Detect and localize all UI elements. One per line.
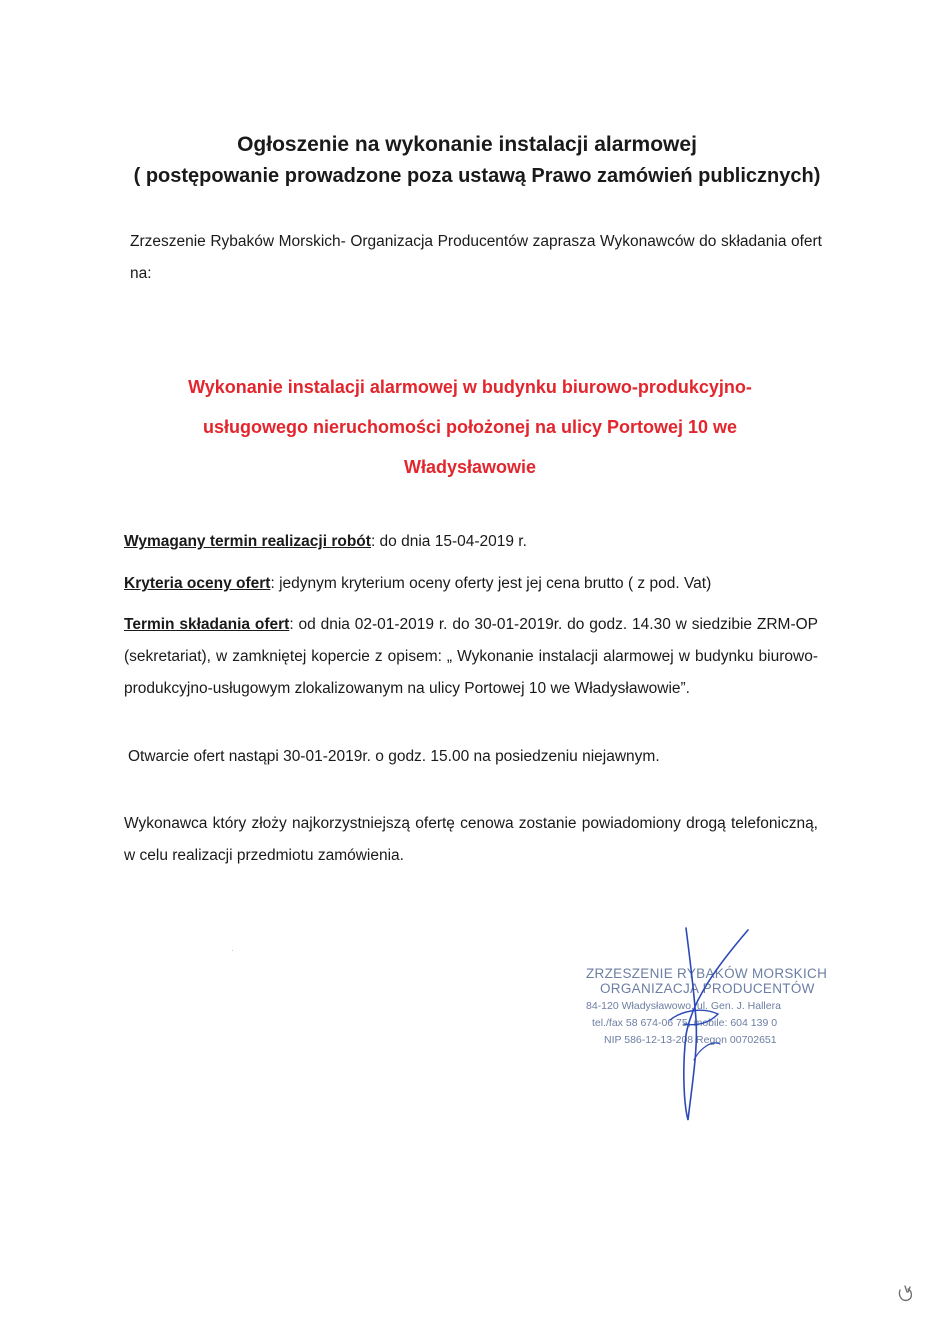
document-title: Ogłoszenie na wykonanie instalacji alarmowej: [237, 133, 697, 156]
requirement-criteria: [124, 568, 824, 600]
stamp-line-4: tel./fax 58 674-06 75, mobile: 604 139 0: [592, 1017, 778, 1029]
stamp-line-1: ZRZESZENIE RYBAKÓW MORSKICH: [586, 966, 828, 981]
requirement-label: Wymagany termin realizacji robót: [124, 533, 371, 550]
requirement-text: : od dnia 02-01-2019 r. do 30-01-2019r. do godz. 14.30 w siedzibie ZRM-OP (sekretariat), w zamkniętej kopercie z opisem: „ Wykonanie instalacji alarmowej w budynku biurowo-produkcyjno-usługowym zlokalizowanym na ulicy Portowej 10 we Władysławowie”.: [124, 616, 818, 697]
requirement-deadline: [124, 526, 824, 558]
intro-paragraph: Zrzeszenie Rybaków Morskich- Organizacja Producentów zaprasza Wykonawców do składania ofert na:: [130, 233, 822, 282]
requirement-text: : do dnia 15-04-2019 r.: [370, 533, 527, 550]
requirement-text: : jedynym kryterium oceny oferty jest jej cena brutto ( z pod. Vat): [270, 575, 712, 592]
handwritten-signature: [600, 920, 800, 1130]
scribble-mark-icon: [894, 1282, 918, 1306]
subject-heading: Wykonanie instalacji alarmowej w budynku biurowo-produkcyjno-usługowego nieruchomości położonej na ulicy Portowej 10 we Władysławowie: [188, 377, 752, 477]
document-subtitle: ( postępowanie prowadzone poza ustawą Prawo zamówień publicznych): [133, 165, 821, 187]
requirement-submission: [124, 609, 818, 705]
scan-speck: [232, 950, 233, 951]
requirement-label: Termin składania ofert: [124, 616, 290, 633]
requirement-label: Kryteria oceny ofert: [124, 575, 271, 592]
closing-paragraph: Wykonawca który złoży najkorzystniejszą ofertę cenowa zostanie powiadomiony drogą telefoniczną, w celu realizacji przedmiotu zamówienia.: [124, 815, 818, 864]
stamp-line-3: 84-120 Władysławowo, ul. Gen. J. Hallera: [586, 1000, 781, 1012]
stamp-line-5: NIP 586-12-13-208 Regon 00702651: [604, 1034, 777, 1046]
stamp-line-2: ORGANIZACJA PRODUCENTÓW: [600, 981, 815, 996]
opening-paragraph: Otwarcie ofert nastąpi 30-01-2019r. o godz. 15.00 na posiedzeniu niejawnym.: [128, 748, 660, 765]
